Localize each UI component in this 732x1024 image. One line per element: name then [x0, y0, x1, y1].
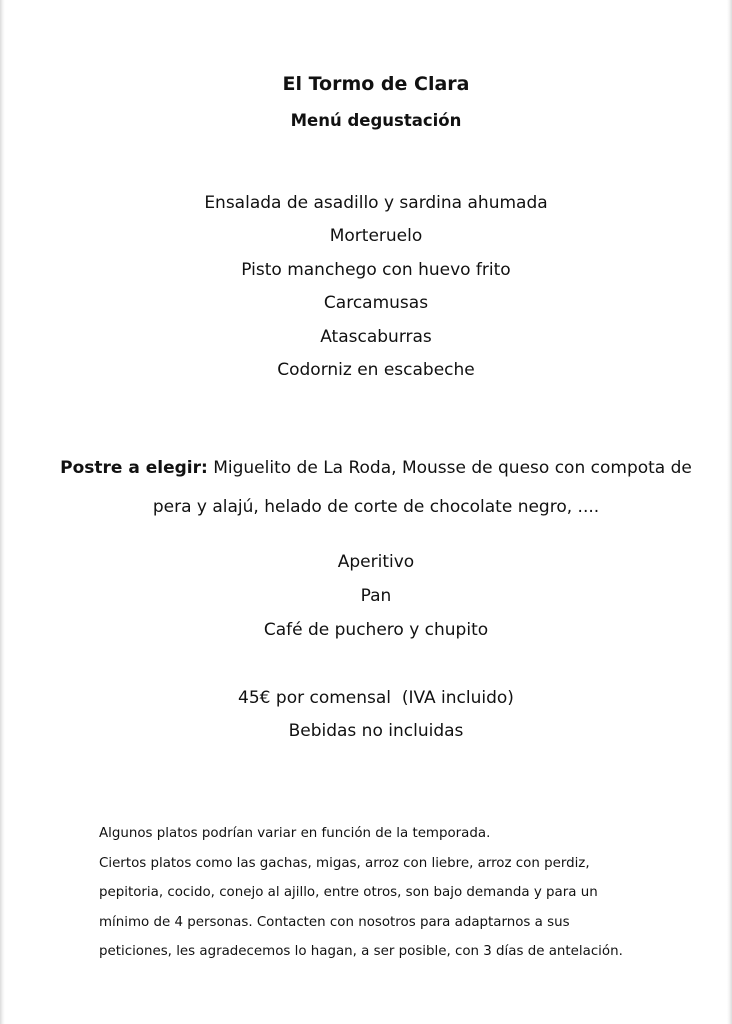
note-line: peticiones, les agradecemos lo hagan, a ser posible, con 3 días de antelación. — [99, 944, 623, 959]
note-line: Ciertos platos como las gachas, migas, arroz con liebre, arroz con perdiz, — [99, 855, 590, 871]
dish-item: Ensalada de asadillo y sardina ahumada — [204, 193, 548, 213]
note-line: Algunos platos podrían variar en función de la temporada. — [99, 826, 491, 841]
price-amount: 45€ por comensal (IVA incluido) — [238, 688, 514, 708]
notes-block — [99, 819, 699, 967]
menu-subtitle: Menú degustación — [290, 111, 462, 130]
dessert-label: Postre a elegir: — [60, 458, 208, 478]
dish-item: Pisto manchego con huevo frito — [241, 259, 511, 280]
dish-item: Carcamusas — [323, 293, 429, 314]
dish-item: Codorniz en escabeche — [277, 359, 475, 380]
restaurant-title: El Tormo de Clara — [282, 73, 470, 95]
extras-list — [0, 548, 732, 650]
drinks-note: Bebidas no incluidas — [288, 721, 464, 741]
note-line: pepitoria, cocido, conejo al ajillo, entre otros, son bajo demanda y para un — [99, 885, 598, 900]
dish-item: Morteruelo — [329, 226, 423, 247]
extra-item: Aperitivo — [337, 552, 415, 572]
extra-item: Pan — [360, 586, 392, 606]
extra-item: Café de puchero y chupito — [263, 620, 489, 640]
dessert-paragraph — [40, 449, 712, 527]
dish-list — [0, 189, 732, 389]
dessert-options: Miguelito de La Roda, Mousse de queso con compota de pera y alajú, helado de corte de chocolate negro, .... — [152, 458, 692, 517]
note-line: mínimo de 4 personas. Contacten con nosotros para adaptarnos a sus — [99, 914, 570, 930]
price-block — [0, 682, 732, 748]
dish-item: Atascaburras — [320, 326, 432, 347]
